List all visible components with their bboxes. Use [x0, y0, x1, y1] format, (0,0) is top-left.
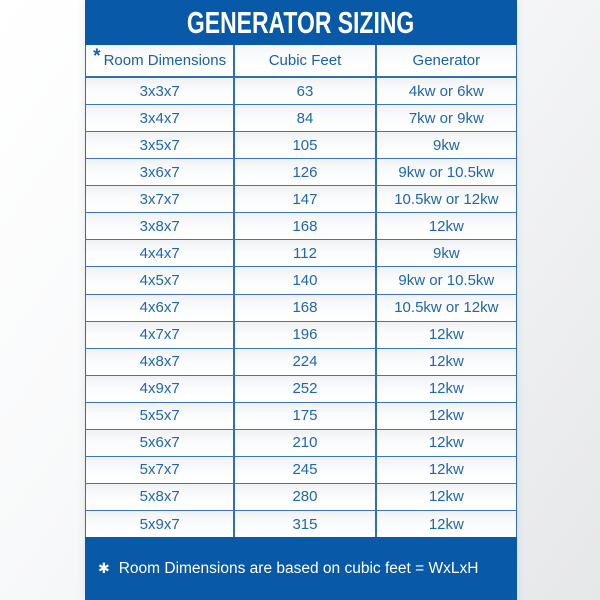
table-row	[86, 212, 516, 239]
table-row	[86, 483, 516, 510]
cubic-feet-cell: 168	[233, 213, 374, 239]
generator-cell: 9kw or 10.5kw	[375, 159, 516, 185]
table-row	[86, 78, 516, 104]
room-dimensions-cell: 5x6x7	[139, 434, 180, 452]
cubic-feet-cell: 126	[233, 159, 374, 185]
room-dimensions-cell: 4x4x7	[139, 244, 180, 262]
cubic-feet-cell: 140	[233, 267, 374, 293]
generator-cell: 12kw	[375, 403, 516, 429]
room-dimensions-cell: 3x4x7	[139, 109, 180, 127]
generator-cell: 9kw	[375, 240, 516, 266]
footnote-text: Room Dimensions are based on cubic feet = WxLxH	[118, 559, 479, 577]
room-dimensions-cell: 3x7x7	[139, 190, 180, 208]
generator-cell: 9kw or 10.5kw	[375, 267, 516, 293]
generator-cell: 4kw or 6kw	[375, 78, 516, 104]
footnote-bar	[85, 537, 517, 600]
table-row	[86, 266, 516, 293]
cubic-feet-cell: 224	[233, 349, 374, 375]
table-row	[86, 104, 516, 131]
column-header-label: Room Dimensions	[103, 52, 227, 69]
table-row	[86, 510, 516, 537]
table-header-row	[86, 45, 516, 78]
cubic-feet-cell: 168	[233, 295, 374, 321]
cubic-feet-cell: 84	[233, 105, 374, 131]
generator-cell: 10.5kw or 12kw	[375, 186, 516, 212]
column-header-cubic-feet	[233, 45, 374, 76]
generator-cell: 12kw	[375, 457, 516, 483]
cubic-feet-cell: 196	[233, 322, 374, 348]
table-row	[86, 456, 516, 483]
table-row	[86, 185, 516, 212]
room-dimensions-cell: 3x8x7	[139, 217, 180, 235]
column-header-label: Generator	[412, 52, 481, 69]
cubic-feet-cell: 280	[233, 484, 374, 510]
cubic-feet-cell: 252	[233, 376, 374, 402]
table-row	[86, 158, 516, 185]
generator-cell: 12kw	[375, 213, 516, 239]
room-dimensions-cell: 5x5x7	[139, 407, 180, 425]
star-asterisk-icon: ✱	[98, 560, 110, 576]
room-dimensions-cell: 3x6x7	[139, 163, 180, 181]
generator-cell: 12kw	[375, 430, 516, 456]
title-band	[85, 0, 517, 45]
generator-cell: 12kw	[375, 349, 516, 375]
room-dimensions-cell: 4x5x7	[139, 271, 180, 289]
generator-cell: 12kw	[375, 322, 516, 348]
cubic-feet-cell: 112	[233, 240, 374, 266]
room-dimensions-cell: 5x8x7	[139, 488, 180, 506]
cubic-feet-cell: 245	[233, 457, 374, 483]
table-row	[86, 131, 516, 158]
table-row	[86, 429, 516, 456]
cubic-feet-cell: 175	[233, 403, 374, 429]
table-row	[86, 375, 516, 402]
table-row	[86, 321, 516, 348]
footnote-asterisk-icon: *	[93, 45, 101, 67]
generator-cell: 9kw	[375, 132, 516, 158]
room-dimensions-cell: 4x9x7	[139, 380, 180, 398]
generator-cell: 12kw	[375, 484, 516, 510]
cubic-feet-cell: 147	[233, 186, 374, 212]
page-title: GENERATOR SIZING	[187, 4, 415, 40]
room-dimensions-cell: 3x3x7	[139, 82, 180, 100]
table-row	[86, 239, 516, 266]
cubic-feet-cell: 63	[233, 78, 374, 104]
table-row	[86, 294, 516, 321]
room-dimensions-cell: 4x8x7	[139, 353, 180, 371]
room-dimensions-cell: 5x7x7	[139, 461, 180, 479]
room-dimensions-cell: 4x6x7	[139, 299, 180, 317]
sizing-table	[85, 45, 517, 537]
column-header-label: Cubic Feet	[268, 52, 342, 69]
generator-cell: 7kw or 9kw	[375, 105, 516, 131]
room-dimensions-cell: 5x9x7	[139, 515, 180, 533]
generator-cell: 12kw	[375, 511, 516, 537]
cubic-feet-cell: 105	[233, 132, 374, 158]
column-header-generator	[375, 45, 516, 76]
room-dimensions-cell: 3x5x7	[139, 136, 180, 154]
table-row	[86, 348, 516, 375]
column-header-room-dimensions	[86, 45, 233, 76]
generator-cell: 12kw	[375, 376, 516, 402]
cubic-feet-cell: 210	[233, 430, 374, 456]
room-dimensions-cell: 4x7x7	[139, 326, 180, 344]
cubic-feet-cell: 315	[233, 511, 374, 537]
generator-sizing-panel	[85, 0, 517, 600]
generator-cell: 10.5kw or 12kw	[375, 295, 516, 321]
table-row	[86, 402, 516, 429]
